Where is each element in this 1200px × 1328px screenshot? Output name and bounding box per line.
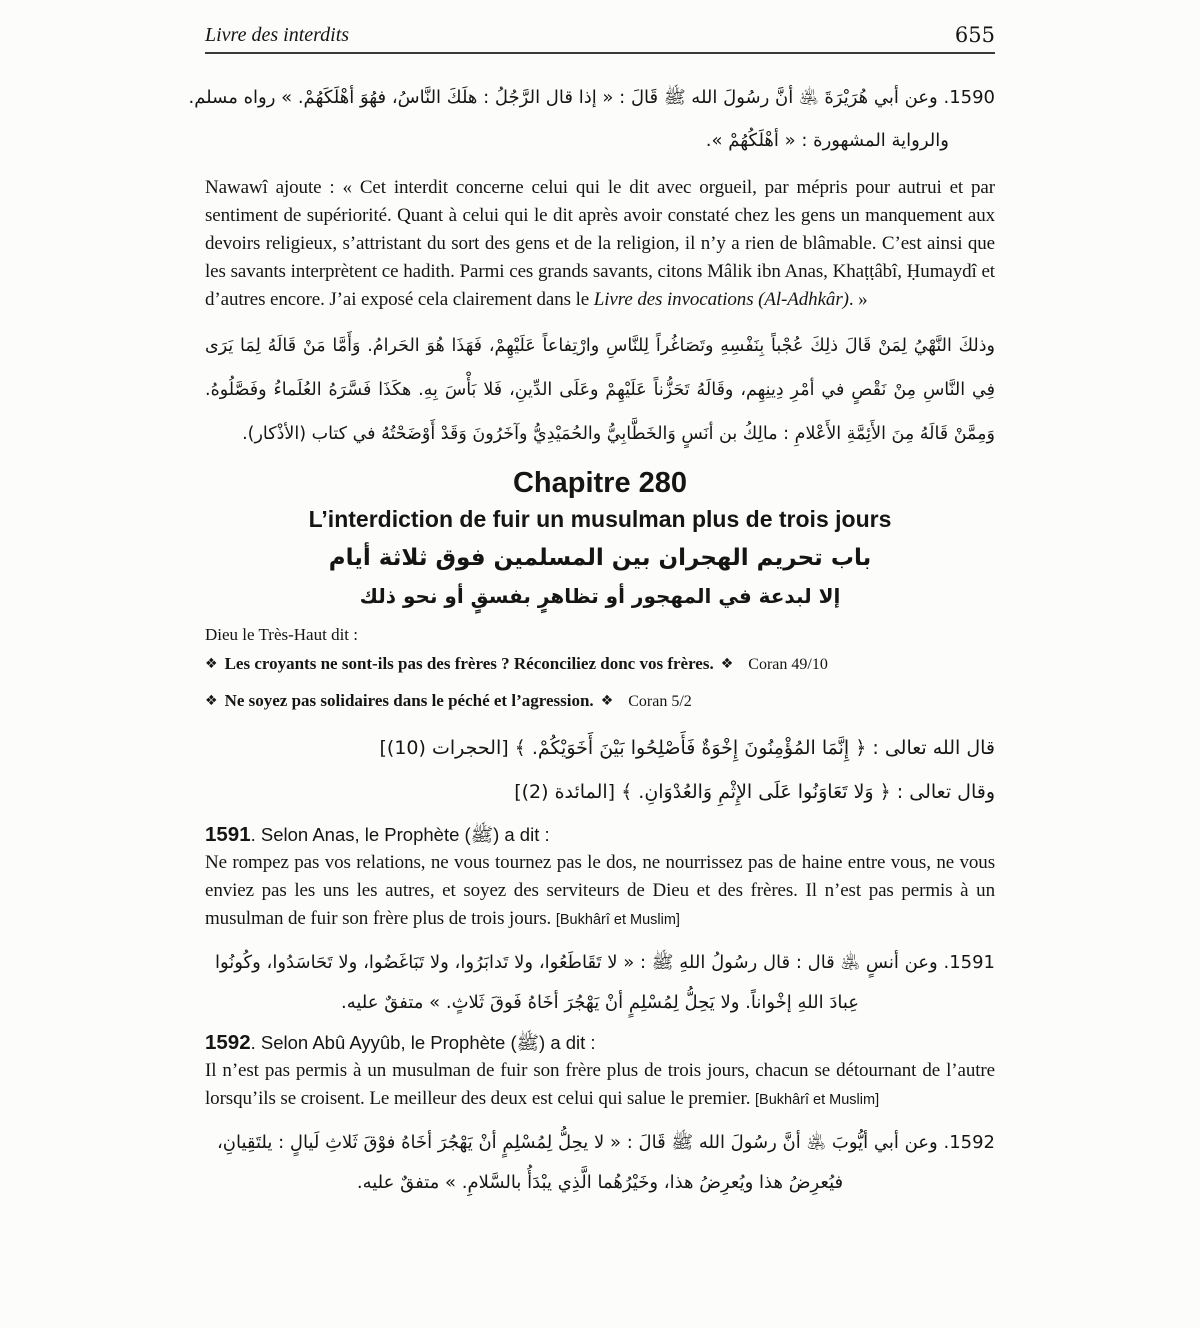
hadith-1592-arabic-line2: فيُعرِضُ هذا ويُعرِضُ هذا، وخَيْرُهُما الَّذِي يبْدَأُ بالسَّلامِ. » متفقٌ عليه. <box>356 1172 844 1193</box>
hadith-1591-text: Ne rompez pas vos relations, ne vous tournez pas le dos, ne nourrissez pas de haine entre vous, ne vous enviez pas les uns les autres, et soyez des serviteurs de Dieu et des frères. Il n’est pas permis à un musulman de fuir son frère plus de trois jours. <box>205 852 995 929</box>
hadith-1592-body <box>205 1057 995 1114</box>
quran-verse-arabic-2: وقال تعالى : ﴿ وَلا تَعَاوَنُوا عَلَى الإِثْمِ وَالعُدْوَانِ. ﴾ [المائدة (2)] <box>514 781 995 803</box>
quote-ornament-icon: ❖ <box>720 656 734 672</box>
hadith-1592-heading-text: . Selon Abû Ayyûb, le Prophète (ﷺ) a dit : <box>250 1032 596 1053</box>
hadith-1591-heading-text: . Selon Anas, le Prophète (ﷺ) a dit : <box>250 824 550 845</box>
nawawi-text: Nawawî ajoute : « Cet interdit concerne celui qui le dit avec orgueil, par mépris pour autrui et par sentiment de supériorité. Quant à celui qui le dit après avoir constaté chez les gens un manquement aux devoirs religieux, s’attristant du sort des gens et de la religion, il n’y a rien de blâmable. C’est ainsi que les savants interprètent ce hadith. Parmi ces grands savants, citons Mâlik ibn Anas, Khaṭṭâbî, Ḥumaydî et d’autres encore. J’ai exposé cela clairement dans le <box>205 177 995 310</box>
hadith-1590-arabic-line1: 1590. وعن أبي هُرَيْرَةَ ﵁ أنَّ رسُولَ الله ﷺ قَالَ : « إذا قال الرَّجُلُ : هلَكَ النَّاسُ، فهُوَ أهْلَكَهُمْ. » رواه مسلم. <box>188 87 995 108</box>
nawawi-commentary <box>205 174 995 314</box>
quote-ornament-icon: ❖ <box>600 693 614 709</box>
page-number: 655 <box>954 23 995 47</box>
chapter-number: Chapitre 280 <box>512 467 688 499</box>
hadith-1592-number: 1592 <box>205 1031 251 1054</box>
quran-quote-1-text: Les croyants ne sont-ils pas des frères ? Réconciliez donc vos frères. <box>224 654 714 673</box>
hadith-1592-heading <box>205 1030 995 1056</box>
chapter-title-arabic: باب تحريم الهجران بين المسلمين فوق ثلاثة أيام <box>328 545 872 571</box>
quote-ornament-icon: ❖ <box>205 693 218 709</box>
hadith-1592-arabic-line1: 1592. وعن أبي أيُّوبَ ﵁ أنَّ رسُولَ الله ﷺ قَالَ : « لا يحِلُّ لِمُسْلِمٍ أنْ يَهْجُرَ أخَاهُ فوْقَ ثَلاثِ لَيالٍ : يلتَقِيانِ، <box>216 1132 995 1153</box>
quran-verse-arabic-1: قال الله تعالى : ﴿ إِنَّمَا المُؤْمِنُونَ إِخْوَةٌ فَأَصْلِحُوا بَيْنَ أَخَوَيْكُمْ. ﴾ [الحجرات (10)] <box>379 737 995 759</box>
hadith-1591-arabic-line1: 1591. وعن أنسٍ ﵁ قال : قال رسُولُ اللهِ ﷺ : « لا تَقَاطَعُوا، ولا تَدابَرُوا، ولا تَبَاغَضُوا، ولا تَحَاسَدُوا، وكُونُوا <box>214 952 995 973</box>
hadith-1592 <box>205 1030 995 1202</box>
hadith-1591-reference: [Bukhârî et Muslim] <box>555 912 680 928</box>
quran-quote-2 <box>205 683 995 720</box>
quran-quote-1 <box>205 646 995 683</box>
hadith-1590-arabic <box>188 78 995 158</box>
nawawi-book-title: Livre des invocations (Al-Adhkâr) <box>593 289 849 310</box>
quote-ornament-icon: ❖ <box>205 656 218 672</box>
chapter-title-french: L’interdiction de fuir un musulman plus de trois jours <box>308 506 892 532</box>
chapter-heading <box>205 466 995 612</box>
running-header <box>205 22 995 48</box>
hadith-1591-heading <box>205 822 995 848</box>
quran-quote-2-ref: Coran 5/2 <box>628 693 692 710</box>
quran-quote-1-ref: Coran 49/10 <box>748 656 828 673</box>
hadith-1592-text: Il n’est pas permis à un musulman de fuir son frère plus de trois jours, chacun se détournant de l’autre lorsqu’ils se croisent. Le meilleur des deux est celui qui salue le premier. <box>205 1060 995 1109</box>
arabic-commentary: وذلكَ النَّهْيُ لِمَنْ قَالَ ذلِكَ عُجْباً بِنَفْسِهِ وتَصَاغُراً لِلنَّاسِ وارْتِفاعاً عَلَيْهِمْ، فَهَذَا هُوَ الحَرامُ. وَأَمَّا مَنْ قَالَهُ لِمَا يَرَى فِي النَّاسِ مِنْ نَقْصٍ في أمْرِ دِينِهِم، وقَالَهُ تَحَزُّناً عَلَيْهِمْ وعَلَى الدِّينِ، فَلا بَأْسَ بِهِ. هكَذَا فَسَّرَهُ العُلَماءُ وفَصَّلُوهُ. وَمِمَّنْ قَالَهُ مِنَ الأَئِمَّةِ الأَعْلامِ : مالِكُ بن أنَسٍ وَالخَطَّابِيُّ والحُمَيْدِيُّ وآخَرُونَ وَقَدْ أَوْضَحْتُهُ في كتاب (الأذْكار). <box>205 336 995 444</box>
quran-quote-2-text: Ne soyez pas solidaires dans le péché et l’agression. <box>224 691 594 710</box>
hadith-1590-arabic-line2: والرواية المشهورة : « أهْلَكُهُمْ ». <box>705 130 949 151</box>
hadith-1591-arabic-line2: عِبادَ اللهِ إخْواناً. ولا يَحِلُّ لِمُسْلِمٍ أنْ يَهْجُرَ أخَاهُ فَوقَ ثَلاثٍ. » متفقٌ عليه. <box>340 992 859 1013</box>
hadith-1591-number: 1591 <box>205 823 251 846</box>
running-title: Livre des interdits <box>205 24 350 46</box>
hadith-1591-body <box>205 849 995 934</box>
nawawi-tail: . » <box>848 289 868 310</box>
hadith-1591 <box>205 822 995 1022</box>
chapter-subtitle-arabic: إلا لبدعة في المهجور أو تظاهرٍ بفسقٍ أو نحو ذلك <box>359 584 841 608</box>
quran-intro: Dieu le Très-Haut dit : <box>205 625 358 644</box>
header-rule <box>205 52 995 54</box>
hadith-1592-reference: [Bukhârî et Muslim] <box>755 1092 880 1108</box>
